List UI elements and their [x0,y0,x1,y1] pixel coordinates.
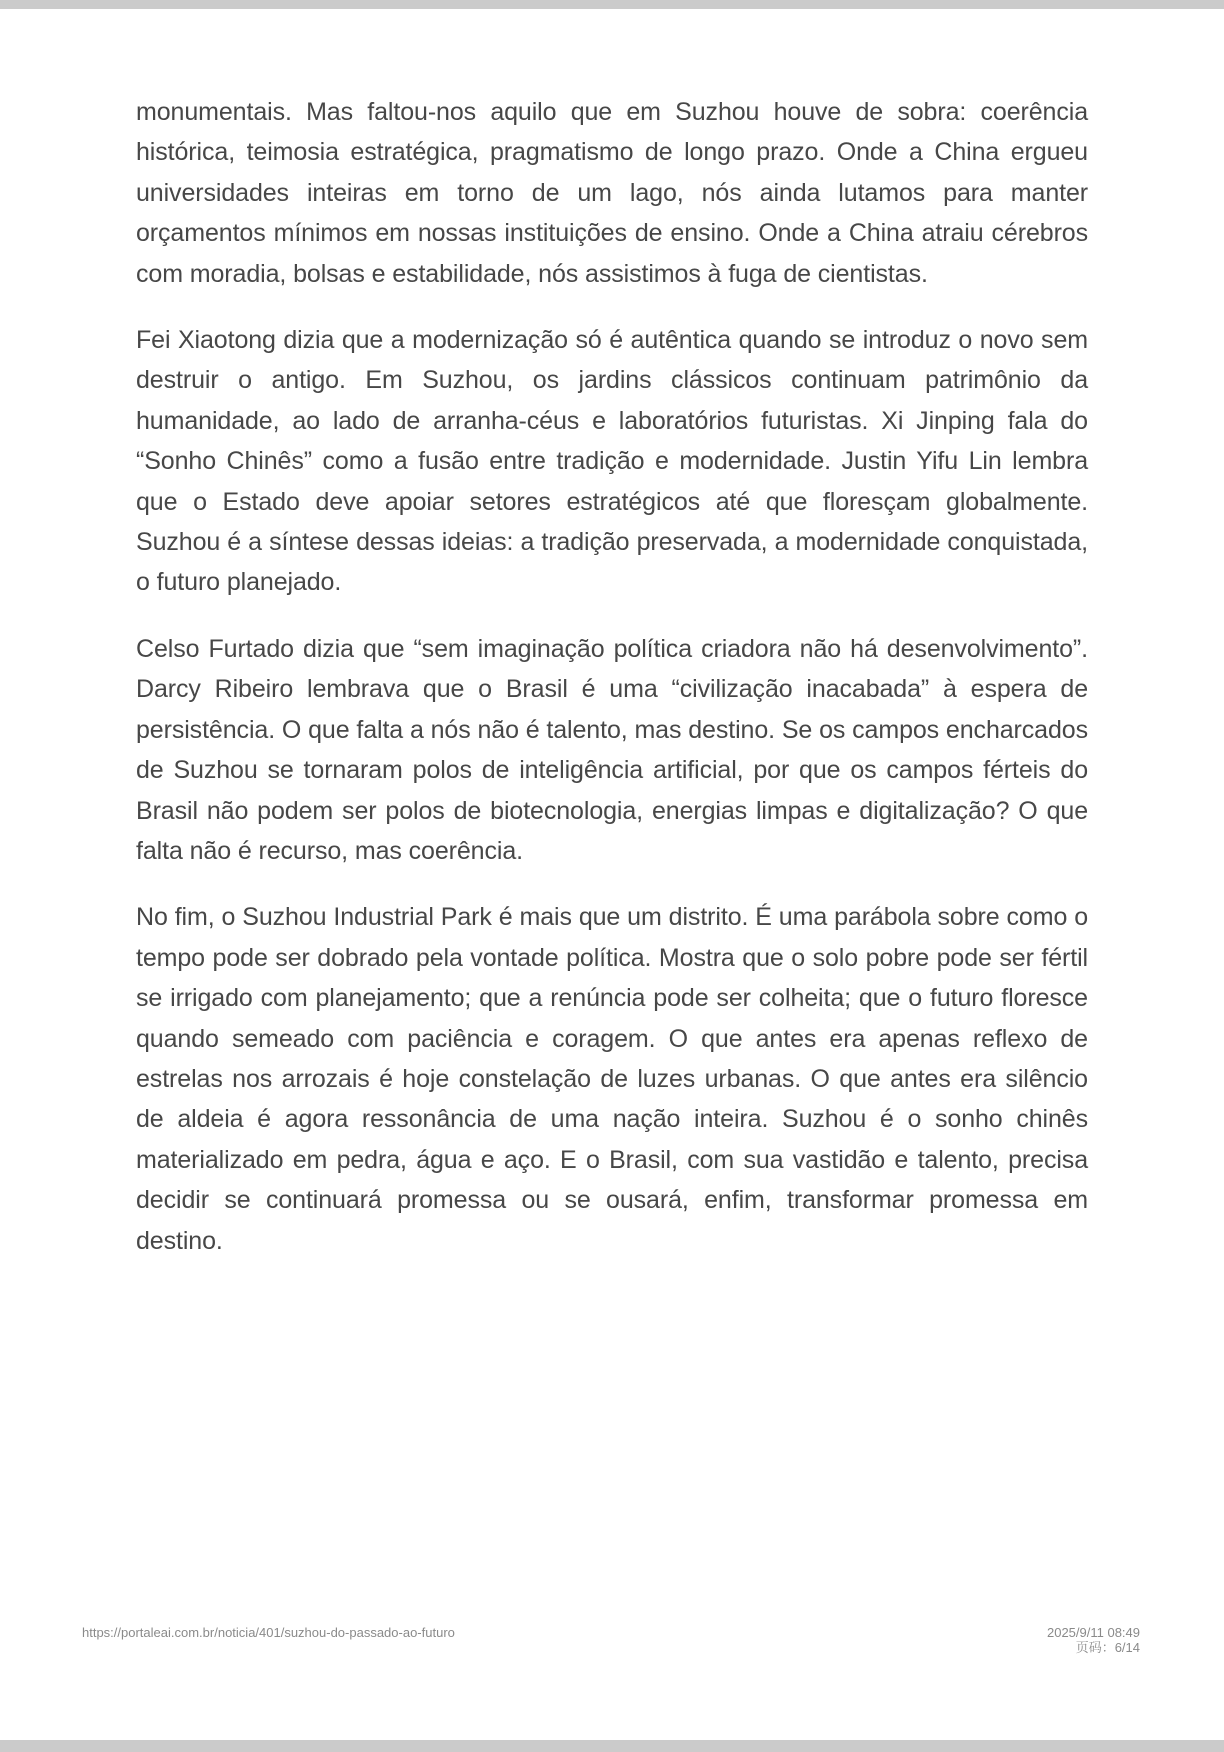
footer-datetime: 2025/9/11 08:49 [1046,1625,1140,1640]
paragraph: Celso Furtado dizia que “sem imaginação política criadora não há desenvolvimento”. Darcy Ribeiro lembrava que o Brasil é uma “civilização inacabada” à espera de persistência. O que falta a nós não é talento, mas destino. Se os campos encharcados de Suzhou se tornaram polos de inteligência artificial, por que os campos férteis do Brasil não podem ser polos de biotecnologia, energias limpas e digitalização? O que falta não é recurso, mas coerência. [136,634,1088,865]
bottom-page-gap [0,1740,1224,1752]
footer-page-number: 页码：6/14 [1075,1640,1140,1655]
footer-meta [1047,1625,1140,1655]
paragraph: monumentais. Mas faltou-nos aquilo que em Suzhou houve de sobra: coerência histórica, teimosia estratégica, pragmatismo de longo prazo. Onde a China ergueu universidades inteiras em torno de um lago, nós ainda lutamos para manter orçamentos mínimos em nossas instituições de ensino. Onde a China atraiu cérebros com moradia, bolsas e estabilidade, nós assistimos à fuga de cientistas. [136,98,1088,288]
article-body [136,92,1088,1287]
paragraph: Fei Xiaotong dizia que a modernização só é autêntica quando se introduz o novo sem destruir o antigo. Em Suzhou, os jardins clássicos continuam patrimônio da humanidade, ao lado de arranha-céus e laboratórios futuristas. Xi Jinping fala do “Sonho Chinês” como a fusão entre tradição e modernidade. Justin Yifu Lin lembra que o Estado deve apoiar setores estratégicos até que floresçam globalmente. Suzhou é a síntese dessas ideias: a tradição preservada, a modernidade conquistada, o futuro planejado. [136,326,1088,597]
footer-source-url: https://portaleai.com.br/noticia/401/suzhou-do-passado-ao-futuro [82,1625,455,1640]
paragraph: No fim, o Suzhou Industrial Park é mais que um distrito. É uma parábola sobre como o tempo pode ser dobrado pela vontade política. Mostra que o solo pobre pode ser fértil se irrigado com planejamento; que a renúncia pode ser colheita; que o futuro floresce quando semeado com paciência e coragem. O que antes era apenas reflexo de estrelas nos arrozais é hoje constelação de luzes urbanas. O que antes era silêncio de aldeia é agora ressonância de uma nação inteira. Suzhou é o sonho chinês materializado em pedra, água e aço. E o Brasil, com sua vastidão e talento, precisa decidir se continuará promessa ou se ousará, enfim, transformar promessa em destino. [136,903,1088,1255]
top-page-gap [0,0,1224,9]
